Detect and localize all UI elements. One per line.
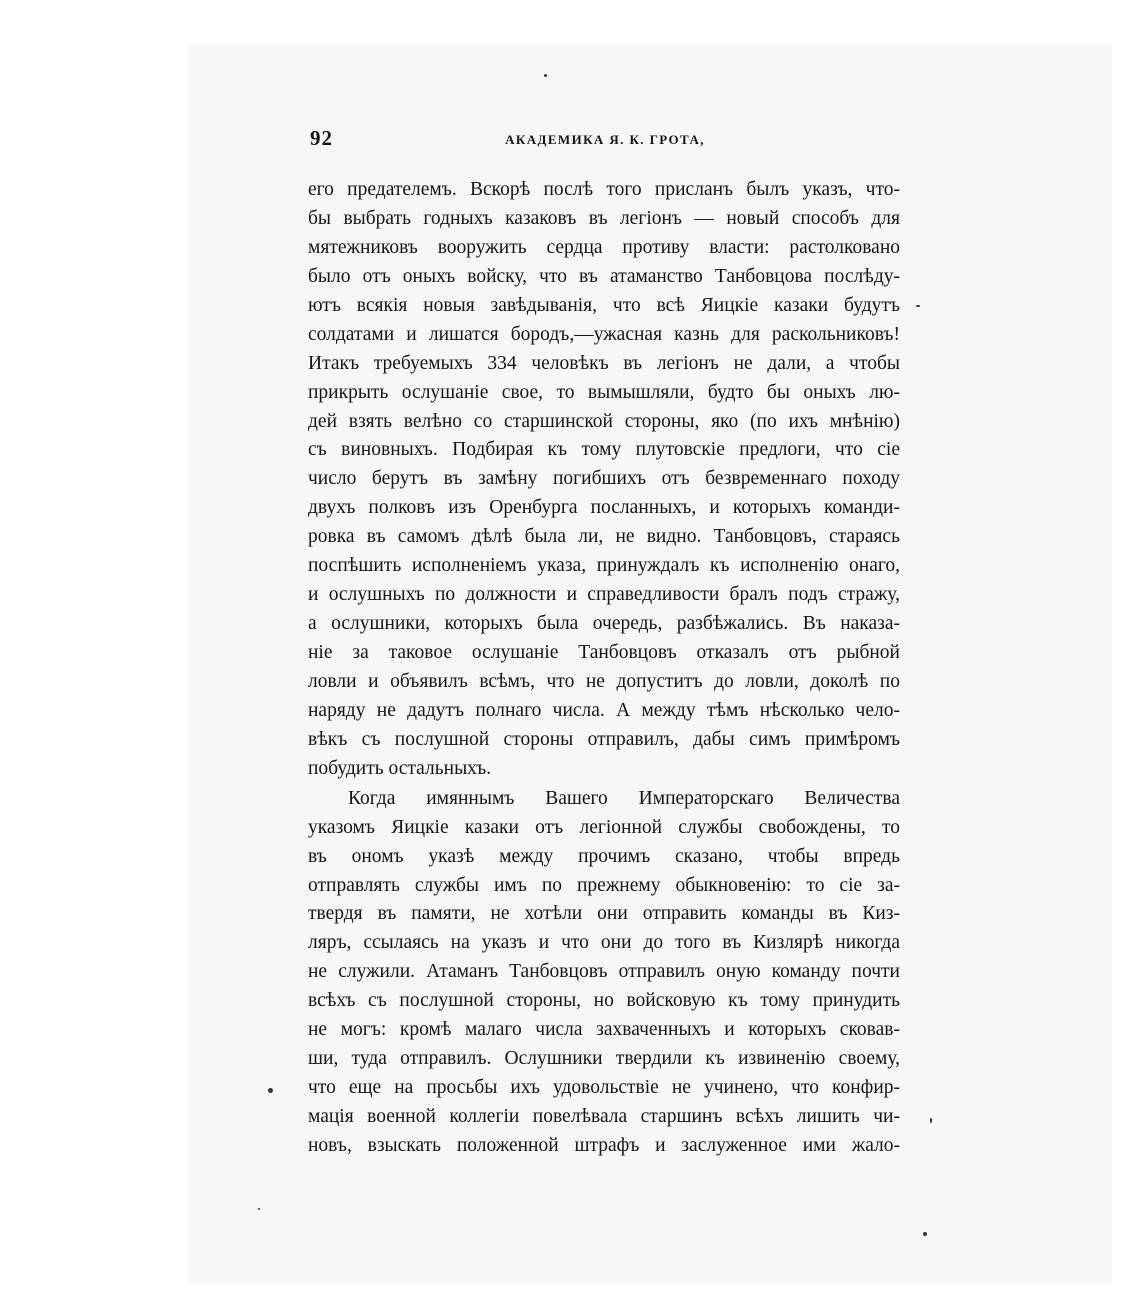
text-line: его предателемъ. Вскорѣ послѣ того присланъ былъ указъ, что- (308, 179, 900, 200)
text-line: Когда имяннымъ Вашего Императорскаго Величества (348, 787, 900, 809)
text-line: прикрыть ослушаніе свое, то вымышляли, будто бы оныхъ лю- (308, 381, 900, 403)
text-line: ніе за таковое ослушаніе Танбовцовъ отказалъ отъ рыбной (308, 642, 900, 663)
scan-speck (930, 1118, 932, 1123)
text-line: а ослушники, которыхъ была очередь, разбѣжались. Въ наказа- (308, 613, 900, 635)
text-line: ши, туда отправилъ. Ослушники твердили къ извиненію своему, (308, 1048, 900, 1070)
page-header (310, 126, 900, 156)
scan-speck (268, 1088, 273, 1093)
text-line: побудить остальныхъ. (308, 757, 492, 779)
paragraph (308, 785, 900, 1161)
text-line: число берутъ въ замѣну погибшихъ отъ безвременнаго походу (308, 468, 900, 490)
paragraph (308, 176, 900, 784)
text-line: солдатами и лишатся бородъ,—ужасная казнь для раскольниковъ! (308, 323, 900, 345)
text-line: Итакъ требуемыхъ 334 человѣкъ въ легіонъ не дали, а чтобы (308, 352, 900, 374)
text-line: указомъ Яицкіе казаки отъ легіонной службы свобождены, то (308, 816, 900, 838)
text-line: всѣхъ съ послушной стороны, но войсковую къ тому принудить (308, 990, 900, 1012)
text-line: что еще на просьбы ихъ удовольствіе не учинено, что конфир- (308, 1077, 900, 1099)
text-line: твердя въ памяти, не хотѣли они отправить команды въ Киз- (308, 903, 900, 925)
text-line: бы выбрать годныхъ казаковъ въ легіонъ — новый способъ для (308, 207, 900, 229)
text-line: было отъ оныхъ войску, что въ атаманство Танбовцова послѣду- (308, 265, 900, 287)
text-line: ютъ всякія новыя завѣдыванія, что всѣ Яицкіе казаки будутъ (308, 294, 900, 316)
body-text (308, 176, 900, 1161)
scan-speck (923, 1232, 927, 1236)
text-line: мація военной коллегіи повелѣвала старшинъ всѣхъ лишить чи- (308, 1106, 900, 1127)
scan-speck (916, 305, 920, 307)
text-line: и ослушныхъ по должности и справедливости бралъ подъ стражу, (308, 584, 900, 606)
scan-speck (258, 1208, 260, 1210)
text-line: отправлять службы имъ по прежнему обыкновенію: то сіе за- (308, 874, 900, 896)
text-line: наряду не дадутъ полнаго числа. А между тѣмъ нѣсколько чело- (308, 699, 900, 721)
text-line: ловли и объявилъ всѣмъ, что не допуститъ до ловли, доколѣ по (308, 670, 900, 692)
running-head: АКАДЕМИКА Я. К. ГРОТА, (505, 132, 705, 147)
text-line: ровка въ самомъ дѣлѣ была ли, не видно. Танбовцовъ, стараясь (308, 526, 900, 548)
text-line: съ виновныхъ. Подбирая къ тому плутовскіе предлоги, что сіе (308, 439, 900, 461)
page-number: 92 (310, 126, 333, 150)
text-line: не могъ: кромѣ малаго числа захваченныхъ и которыхъ сковав- (308, 1019, 900, 1041)
text-line: двухъ полковъ изъ Оренбурга посланныхъ, и которыхъ команди- (308, 497, 900, 519)
text-line: ляръ, ссылаясь на указъ и что они до того въ Кизлярѣ никогда (308, 932, 900, 954)
text-line: мятежниковъ вооружить сердца противу власти: растолковано (308, 236, 900, 258)
scan-speck (544, 74, 547, 77)
text-line: дей взять велѣно со старшинской стороны, яко (по ихъ мнѣнію) (308, 410, 900, 432)
text-line: вѣкъ съ послушной стороны отправилъ, дабы симъ примѣромъ (308, 728, 900, 750)
text-line: въ ономъ указѣ между прочимъ сказано, чтобы впредь (308, 845, 900, 867)
text-line: поспѣшить исполненіемъ указа, принуждалъ къ исполненію онаго, (308, 555, 900, 577)
text-line: новъ, взыскать положенной штрафъ и заслуженное ими жало- (308, 1134, 900, 1156)
text-line: не служили. Атаманъ Танбовцовъ отправилъ оную команду почти (308, 961, 900, 983)
